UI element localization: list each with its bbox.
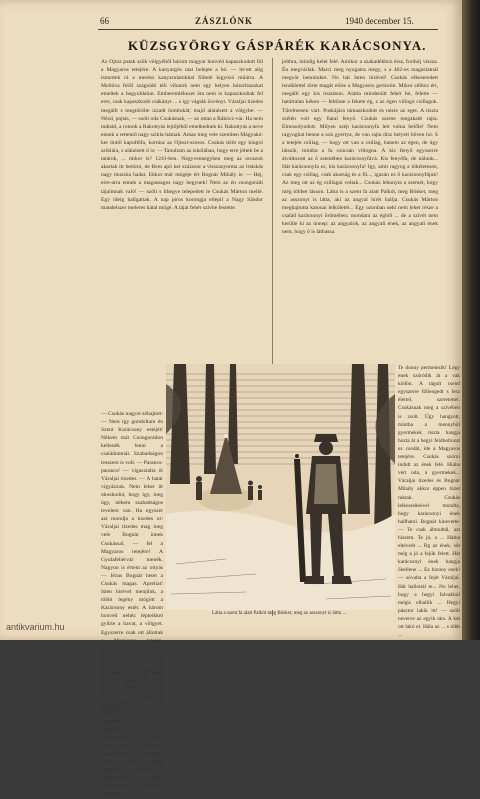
right-column-text: jobbra, mindig kelet felé. Amikor a szakadékhoz érsz, fordulj vissza. Én megvárlak. Marci meg nyugatra megy, s a 462-es magaslatnál megvár bennünket. No hát Isten hírével! Csukás elkeseredett lendülettel törte magát előre a Magyaros gerincén. Mikor célhoz ért, megállt egy kis tisztáson. Alatta mindenütt fehér hó, felette — határtalan kéken — feltűnte a fekete ég, s az égen villogó csillagok. Tűrelmesen várt. Puskájára támaszkodott és nézte az eget. A tiszta szélén volt egy fiatal fenyő. Csukás szeme megakadt rajta. Elmosolyodott. Milyen szép karácsonyfa lett volna belőle! Nem ragyoghat benne a sok gyertya, de van rajta dísz helyett bőven hó. S a tetején csillag, — hogy ott van a csillag, hanem az égen, de úgy látszik, mintha a fa csúcsán villogna. A kis fenyő egyszerre átváltozott az ő szemében karácsonyfává. Kis fenyőfa, de nálunk... Hát karácsonyfa ez, kis karácsonyfa! Igy, amit ragyog a tökéletesen, csak egy csillag, csak akarság és a fű..., igazán ez ő karácsonyfájuk! Az meg ott az ég csillagai voltak... Csukás lehunyta a szemét, hogy még többet lásson. Látta is a szent fa alatt Palkót, meg Bösket, meg az asszonyt is látta, aki az angyal hírét hallja. Csukás Márton meghajtotta katonai lelkületét... Egy ozonban neki nem lehet része a család karácsonyi örömében; mondani az égből ... de a szívét nem kerülte ki az ünnep: az angyalok, az angyali ének, az angyali ének nem, hogy ő is láthassa. [282,59,438,235]
left-narrow-column-text: — Csukás nagyot sóhajtott: — Nem így gondoltam én Szent Karácsony estéjét! Nékem már Csongorádon kellenék lenni a családomnál. Szabadságon lesszem is volt. — Parancs-parancs! — vigasztalta őt Váraljai tizedes. — A határ vigyázzuk. Nem lehet itt okoskodni, hogy így, meg úgy, nékem szabadságos levelem van. Ha egyszer azt mondja a tizedes ur: Váraljai tizedes mag meg vele Bognár innek Csukással, — fel a Magyaros tetejére! A Gyulafehérvár menék. Nagyon is értem az oltyás — Jézus Bognár hetet a Csukás magas. Apreliat! Isten hirével menjünk, a többi legény mögött a Karácsony estét. A három honvéd nehéz lépteikkel gyűrte a havat, a völgyet. Egyszerre csak ott állottak a Magyaros tetején, jókedvűek. Beesteledett, mire fölértek a gerincre. A sűket csend rájuk nehezedett. A felhőr karcs fenyőfák merevenek álltak az egyre szélítő fényben. A szürke hegyóriások egyberoltak az őket körülölelő. A 1612 magaslat tart a mi völgyére. — szólt kedvetlenül a tizedes. Eszébe jutott az otthonai karácsonyest; a hó és hegyi zsoltár, és elment. Bognár cigarettára gyújtott s megkérdezte: — Most arrafelé merre? — Te ere! a gerincen [101,411,163,798]
illustration-caption: Látta a szent fa alatt Palkót meg Bösket, meg az asszonyt is látta ... [212,611,346,616]
article-title: KÜZSGYÖRGY GÁSPÁRÉK KARÁCSONYA. [128,38,427,53]
issue-date: 1940 december 15. [345,16,414,26]
watermark: antikvarium.hu [6,622,65,632]
left-column-text: Az Ojtoz patak szűk völgyéből három magyar honvéd kapaszkodott föl a Magyaros tetejére. A kanyargós utat belepte a hó. — itt-ott alig ismertek rá a merész kanyarulatokkal föltelé kígyózó műútra. A Mo6óva felől száguldó téli viharok nem egy helyen hótorlaszokat emeltek a hegyoldalon. Emberemlékezet óta nem is kapaszkodtak fel erre, csak kapaszkodó csákányt ... s így vágták ösvényt. Váraljai tizedes megállt s megtörölte izzadt homlokát; majd alánézett a völgybe: — Nézd, pajtás, — szólt oda Csukásnak, — az ottan a Rákócz-vár. Ha nem tudnád, a romok a Rakottyás lejtőjéből emelkednek ki. Rakottyás a neve ennek a rettentő nagy szikla-hátnak. Amaz meg vele szemben Mágyakó: ker öntől kapufélfa, kortúsz az Ojtozi-szoros. Csukás lelőt egy kiugró sziklára, s alánézett ő is: — Tanultam az iskolában, hogy erre jöttek be a tatárok, ... mikor is? 1241-ben. Negyvennégyben meg az oroszok akartak itt betörni, de Bem apó ket százszor a visszanyomta az irtáskás nagy muszka hadat. Ekkor már mögéje ért Bognár Mihály is: — Hej, erre-arra ennek a magassagos nagy hegynek! Nem az én csongorádi tájaimnak való! — szólt s lihegve telepedett le Csukás Márton mellé. Egy ideig hallgattak. A nap piros korongja ellepil a Nagy Sándor mandelszer meleres hátal mögé. A tájat fehér szívbe festette. [101,59,263,211]
right-narrow-column-text: Te donny permetezik! Légy enek szóródik át a vak ködön. A tágult csend egyszerre föllengedt s lesz élettel, szeretettel. Csukásnak meg a szívében is zsolt. Úgy hangzott, mintha a mennyből gyermekek tiszta hangja hozta át a hegyi feldboltozat ez csodát, ide a Magyaros tetejére. Csukás szórni indult az ének felé. Hiába vért oda, a gyermekek... Váraljai tizedes és Bognár Mihály akkor éppen tüzet raktak. Csukás lelkesedésével mondta, hogy karácsonyi ének hallhatol. Bognár kinevette: — Te csak álmodtál, azt hiszem. Te jó, a ... Hátha eltévedt ... Rg az ének, sőt még a jó a fejük felett. Hát karácsonyi ének hangja öhellene ... Ez bizony ezek! — sóvalta a fejét Váraljai. Hát hallottál te... No lehet, hogy a hegyi falvakból mégis elhallik ... Hegyi pásztor lakik itt! — szólt nevetve az egyik társ. A két ott lakó el. Hála az ... s több ... [398,365,460,639]
page-number: 66 [100,16,109,26]
magazine-title: ZÁSZLÓNK [195,16,254,26]
engraving-illustration [166,364,395,610]
page-edge-shadow [462,0,480,640]
header-rule [98,29,438,30]
